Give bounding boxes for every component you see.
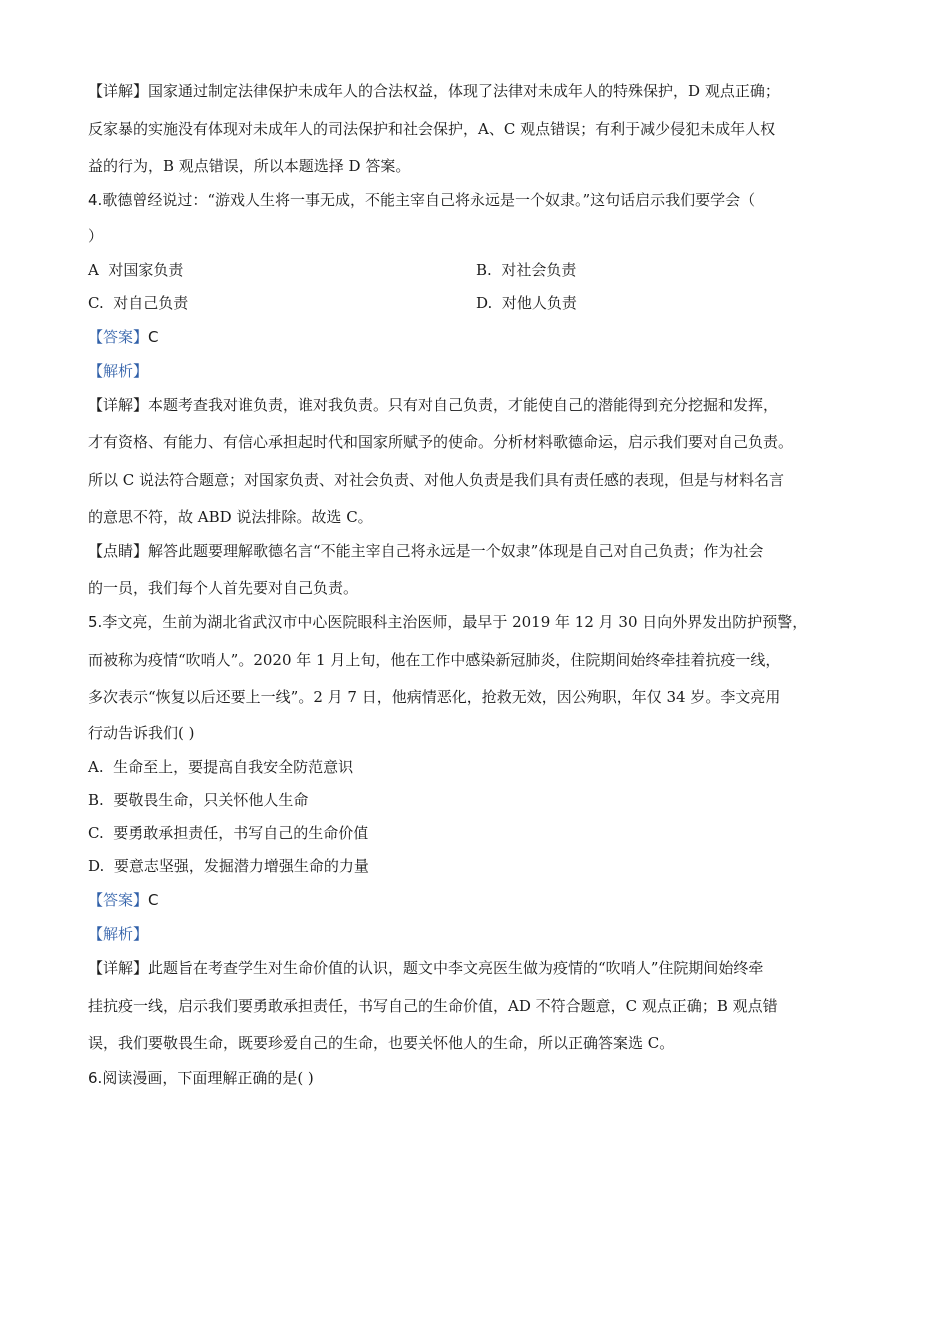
- prev-detail-line-3: 益的行为，B 观点错误，所以本题选择 D 答案。: [88, 157, 411, 175]
- answer-tag: 【答案】: [88, 891, 149, 909]
- q5-option-d: D. 要意志坚强，发掘潜力增强生命的力量: [88, 857, 369, 875]
- q4-stem-cont: ）: [88, 227, 104, 245]
- q5-stem-line-2: 而被称为疫情“吹哨人”。2020 年 1 月上旬，他在工作中感染新冠肺炎，住院期间始终牵挂着抗疫一线，: [88, 651, 781, 669]
- q5-analysis-tag: 【解析】: [88, 925, 149, 943]
- q4-tip-line-1: 【点睛】解答此题要理解歌德名言“不能主宰自己将永远是一个奴隶”体现是自己对自己负责；作为社会: [88, 542, 764, 560]
- prev-detail-line-1: 【详解】国家通过制定法律保护未成年人的合法权益，体现了法律对未成年人的特殊保护，D 观点正确；: [88, 82, 780, 100]
- prev-detail-line-2: 反家暴的实施没有体现对未成年人的司法保护和社会保护，A、C 观点错误；有利于减少侵犯未成年人权: [88, 120, 776, 138]
- q5-detail-line-2: 挂抗疫一线，启示我们要勇敢承担责任，书写自己的生命价值，AD 不符合题意，C 观点正确；B 观点错: [88, 997, 778, 1015]
- q4-detail-line-4: 的意思不符，故 ABD 说法排除。故选 C。: [88, 508, 373, 526]
- q4-detail-line-1: 【详解】本题考查我对谁负责，谁对我负责。只有对自己负责，才能使自己的潜能得到充分挖掘和发挥，: [88, 396, 779, 414]
- q5-stem-line-3: 多次表示“恢复以后还要上一线”。2 月 7 日，他病情恶化，抢救无效，因公殉职，年仅 34 岁。李文亮用: [88, 688, 781, 706]
- q4-option-b: B. 对社会负责: [476, 261, 577, 279]
- q5-option-b: B. 要敬畏生命，只关怀他人生命: [88, 791, 309, 809]
- detail-tag: 【详解】: [88, 396, 149, 414]
- q5-stem-line-1: 5.李文亮，生前为湖北省武汉市中心医院眼科主治医师，最早于 2019 年 12 月 30 日向外界发出防护预警，: [88, 613, 808, 631]
- question-number: 5.: [88, 613, 103, 631]
- q4-analysis-tag: 【解析】: [88, 362, 149, 380]
- q5-answer: [88, 890, 868, 910]
- question-number: 4.: [88, 191, 103, 209]
- answer-value: C: [148, 328, 159, 346]
- q5-option-c: C. 要勇敢承担责任，书写自己的生命价值: [88, 824, 369, 842]
- detail-tag: 【详解】: [88, 959, 149, 977]
- question-number: 6.: [88, 1069, 103, 1087]
- answer-value: C: [148, 891, 159, 909]
- q6-stem: 6.阅读漫画，下面理解正确的是( ): [88, 1069, 314, 1087]
- q4-tip-line-2: 的一员，我们每个人首先要对自己负责。: [88, 579, 359, 597]
- q4-option-c: C. 对自己负责: [88, 294, 189, 312]
- q4-option-d: D. 对他人负责: [476, 294, 577, 312]
- detail-tag: 【详解】: [88, 82, 149, 100]
- q4-option-a: A 对国家负责: [88, 261, 184, 279]
- answer-tag: 【答案】: [88, 328, 149, 346]
- q4-stem: 4.歌德曾经说过：“游戏人生将一事无成，不能主宰自己将永远是一个奴隶。”这句话启示我们要学会（: [88, 191, 756, 209]
- q4-detail-line-2: 才有资格、有能力、有信心承担起时代和国家所赋予的使命。分析材料歌德命运，启示我们要对自己负责。: [88, 433, 794, 451]
- q5-option-a: A. 生命至上，要提高自我安全防范意识: [88, 758, 354, 776]
- q4-answer: [88, 327, 868, 347]
- q5-stem-line-4: 行动告诉我们( ): [88, 724, 195, 742]
- tip-tag: 【点睛】: [88, 542, 149, 560]
- q5-detail-line-3: 误，我们要敬畏生命，既要珍爱自己的生命，也要关怀他人的生命，所以正确答案选 C。: [88, 1034, 675, 1052]
- q5-detail-line-1: 【详解】此题旨在考查学生对生命价值的认识，题文中李文亮医生做为疫情的“吹哨人”住院期间始终牵: [88, 959, 764, 977]
- q4-detail-line-3: 所以 C 说法符合题意；对国家负责、对社会负责、对他人负责是我们具有责任感的表现，但是与材料名言: [88, 471, 785, 489]
